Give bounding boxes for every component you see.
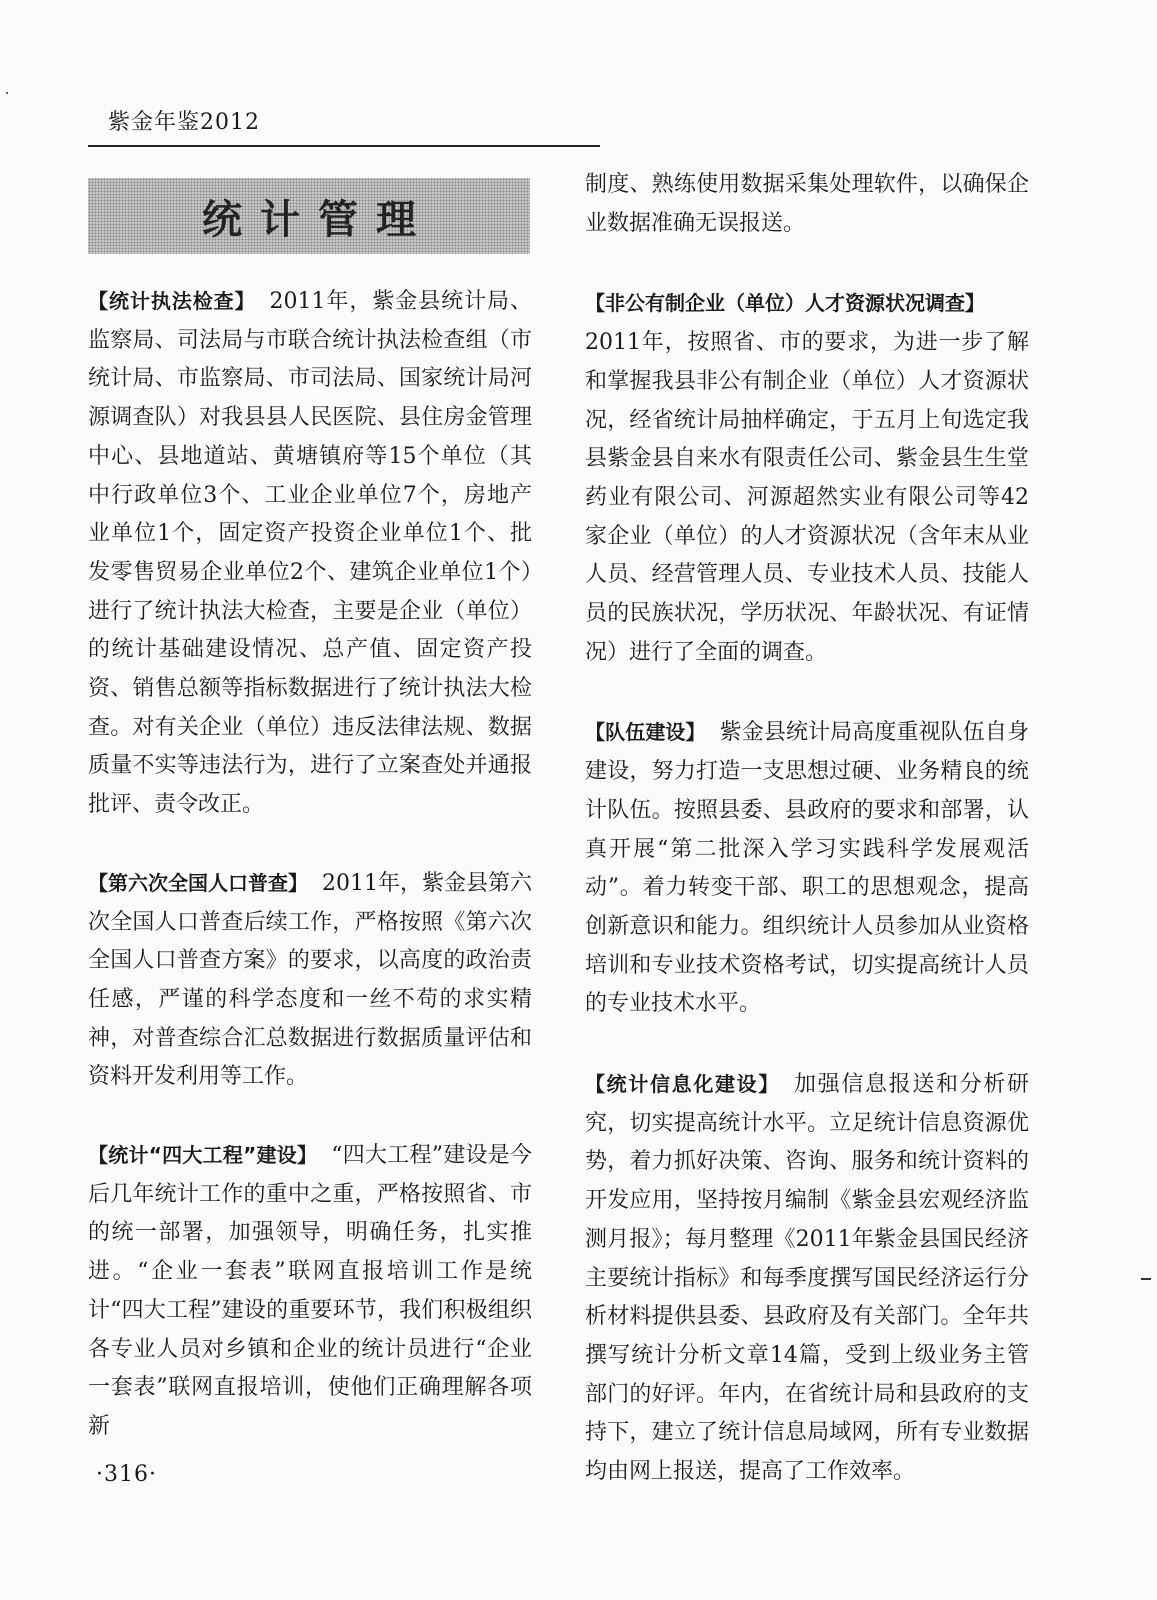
section-title: 统计管理: [202, 196, 434, 243]
paragraph-talent-survey: [585, 284, 1029, 672]
paragraph-body: “四大工程”建设是今后几年统计工作的重中之重，严格按照省、市的统一部署，加强领导，明确任务，扎实推进。“企业一套表”联网直报培训工作是统计“四大工程”建设的重要环节，我们积极组织各专业人员对乡镇和企业的统计员进行“企业一套表”联网直报培训，使他们正确理解各项新: [88, 1143, 532, 1439]
page-number: ·316·: [96, 1462, 157, 1487]
paragraph-census: [88, 864, 532, 1097]
paragraph-team-building: [585, 713, 1029, 1024]
paragraph-law-enforcement: [88, 282, 532, 825]
paragraph-body: 2011年，紫金县统计局、监察局、司法局与市联合统计执法检查组（市统计局、市监察局、市司法局、国家统计局河源调查队）对我县县人民医院、县住房金管理中心、县地道站、黄塘镇府等15个单位（其中行政单位3个、工业企业单位7个，房地产业单位1个，固定资产投资企业单位1个、批发零售贸易企业单位2个、建筑企业单位1个）进行了统计执法大检查，主要是企业（单位）的统计基础建设情况、总产值、固定资产投资、销售总额等指标数据进行了统计执法大检查。对有关企业（单位）违反法律法规、数据质量不实等违法行为，进行了立案查处并通报批评、责令改正。: [88, 289, 532, 818]
running-header: 紫金年鉴2012: [108, 110, 260, 135]
subheading-informatization: 【统计信息化建设】: [585, 1072, 780, 1097]
subheading-team-building: 【队伍建设】: [585, 720, 706, 745]
paragraph-body: 加强信息报送和分析研究，切实提高统计水平。立足统计信息资源优势，着力抓好决策、咨询、服务和统计资料的开发应用，坚持按月编制《紫金县宏观经济监测月报》；每月整理《2011年紫金县国民经济主要统计指标》和每季度撰写国民经济运行分析材料提供县委、县政府及有关部门。全年共撰写统计分析文章14篇，受到上级业务主管部门的好评。年内，在省统计局和县政府的支持下，建立了统计信息局域网，所有专业数据均由网上报送，提高了工作效率。: [585, 1072, 1029, 1485]
paragraph-continued: [585, 166, 1029, 243]
subheading-four-projects: 【统计“四大工程”建设】: [88, 1143, 318, 1168]
header-rule: [88, 145, 600, 147]
subheading-census: 【第六次全国人口普查】: [88, 870, 308, 895]
scan-speck: [6, 92, 8, 94]
paragraph-body: 紫金县统计局高度重视队伍自身建设，努力打造一支思想过硬、业务精良的统计队伍。按照县委、县政府的要求和部署，认真开展“第二批深入学习实践科学发展观活动”。着力转变干部、职工的思想观念，提高创新意识和能力。组织统计人员参加从业资格培训和专业技术资格考试，切实提高统计人员的专业技术水平。: [585, 720, 1029, 1017]
scan-edge-mark: [1141, 1278, 1151, 1280]
paragraph-body: 2011年，按照省、市的要求，为进一步了解和掌握我县非公有制企业（单位）人才资源状况，经省统计局抽样确定，于五月上旬选定我县紫金县自来水有限责任公司、紫金县生生堂药业有限公司、河源超然实业有限公司等42家企业（单位）的人才资源状况（含年末从业人员、经营管理人员、专业技术人员、技能人员的民族状况，学历状况、年龄状况、有证情况）进行了全面的调查。: [585, 330, 1029, 665]
subheading-law-enforcement: 【统计执法检查】: [88, 289, 256, 313]
right-column: [585, 166, 1029, 1492]
paragraph-body: 2011年，紫金县第六次全国人口普查后续工作，严格按照《第六次全国人口普查方案》的要求，以高度的政治责任感，严谨的科学态度和一丝不苟的求实精神，对普查综合汇总数据进行数据质量评估和资料开发利用等工作。: [88, 870, 532, 1090]
section-title-box: [88, 178, 530, 254]
left-column: [88, 282, 532, 1447]
paragraph-four-projects: [88, 1136, 532, 1447]
subheading-talent-survey: 【非公有制企业（单位）人才资源状况调查】: [585, 291, 985, 316]
paragraph-body: 制度、熟练使用数据采集处理软件，以确保企业数据准确无误报送。: [585, 172, 1029, 236]
paragraph-informatization: [585, 1065, 1029, 1492]
